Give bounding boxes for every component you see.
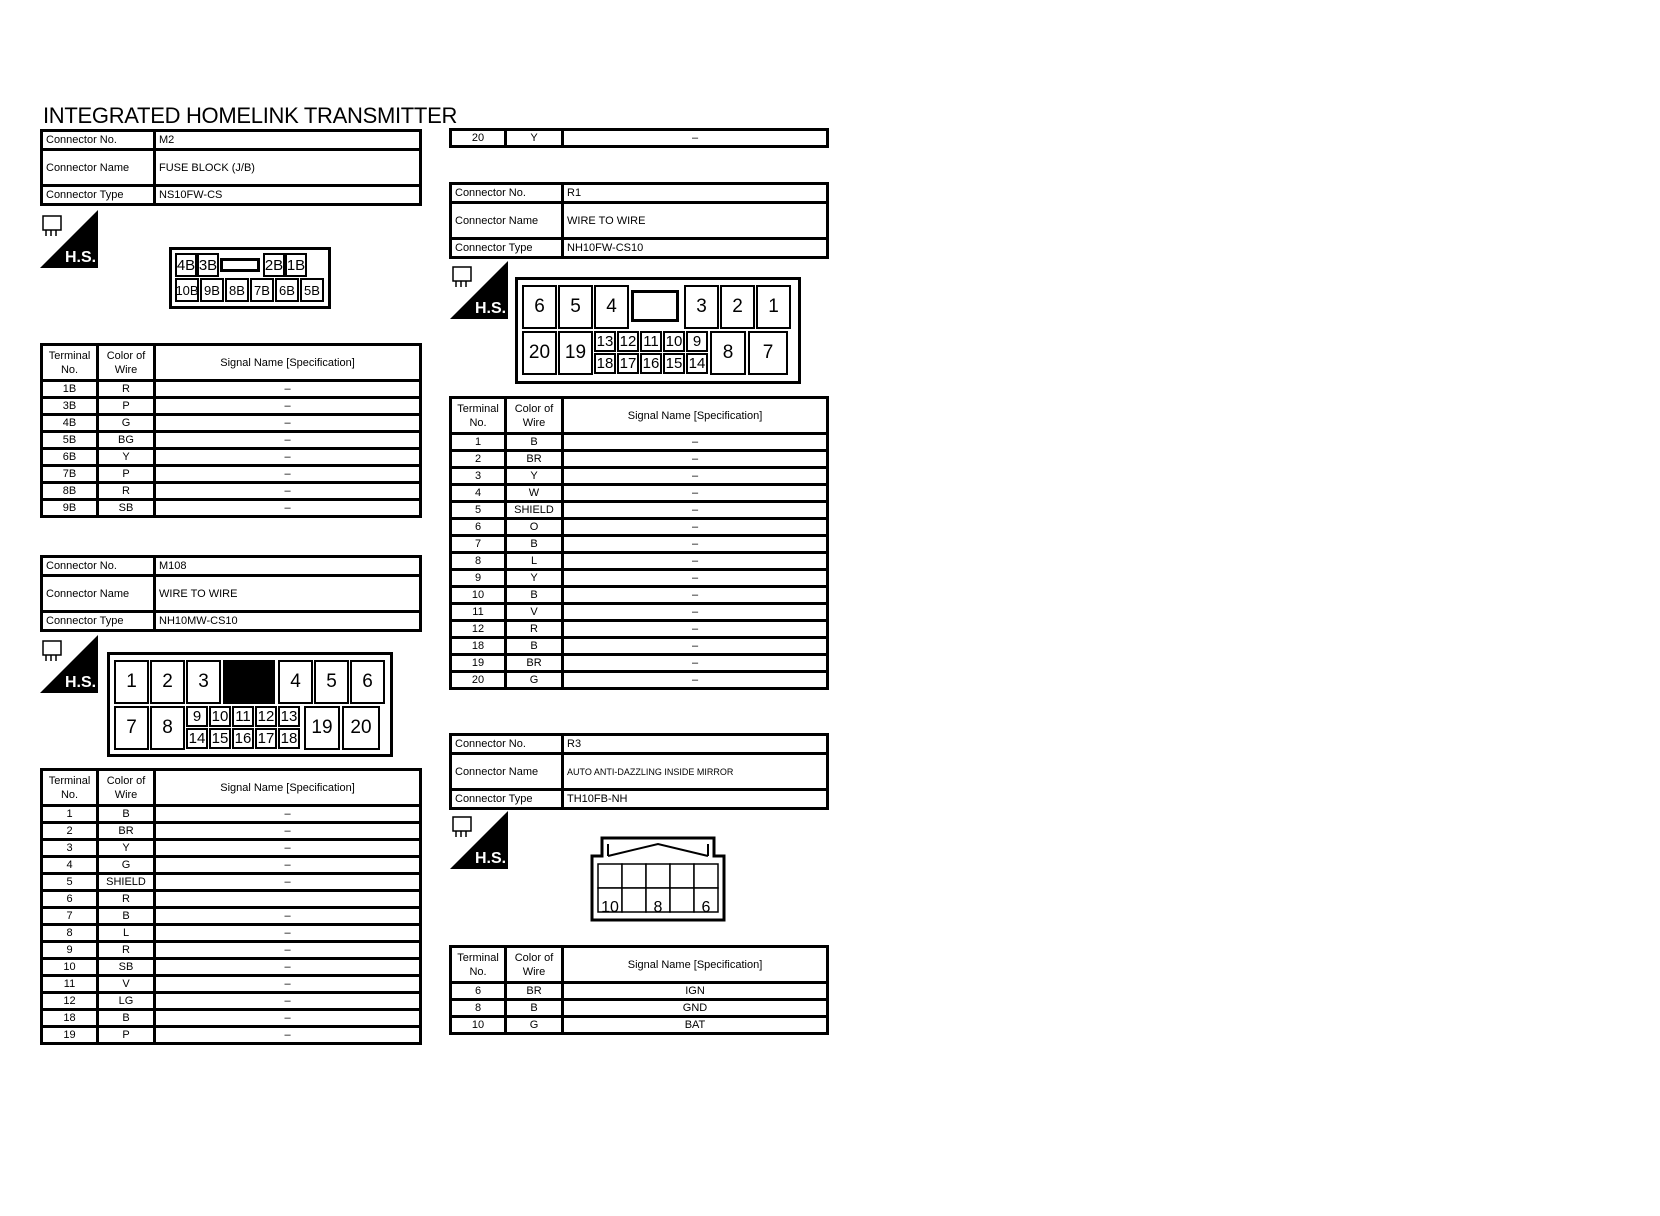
terminal-no-cell: 12 (451, 621, 506, 638)
terminal-no-cell: 5 (42, 874, 98, 891)
terminal-no-cell: 1 (42, 806, 98, 823)
wire-color-cell: SB (98, 959, 155, 976)
wire-color-cell: P (98, 1027, 155, 1044)
terminal-no-cell: 3 (451, 468, 506, 485)
m108-terminal-table (40, 768, 422, 1045)
table-row (451, 983, 828, 1000)
signal-name-cell: GND (563, 1000, 828, 1017)
signal-name-cell: – (155, 908, 421, 925)
hs-label: H.S. (65, 674, 97, 691)
table-row (451, 621, 828, 638)
table-row (451, 553, 828, 570)
connector-pin: 2B (263, 253, 285, 277)
signal-name-cell: – (155, 381, 421, 398)
m108-cont-signal: – (563, 130, 828, 147)
wire-color-cell: W (506, 485, 563, 502)
terminal-no-cell: 11 (451, 604, 506, 621)
connector-pin: 3 (684, 285, 719, 329)
header-terminal-no: Terminal No. (42, 770, 98, 806)
wire-color-cell: BR (506, 983, 563, 1000)
table-row (42, 1010, 421, 1027)
terminal-no-cell: 5B (42, 432, 98, 449)
connector-pin: 11 (232, 706, 254, 727)
wire-color-cell: BG (98, 432, 155, 449)
wire-color-cell: P (98, 398, 155, 415)
signal-name-cell: – (155, 942, 421, 959)
header-terminal-no: Terminal No. (451, 947, 506, 983)
header-signal-name: Signal Name [Specification] (563, 398, 828, 434)
table-row (451, 604, 828, 621)
terminal-no-cell: 12 (42, 993, 98, 1010)
connector-pin: 6 (522, 285, 557, 329)
table-row (451, 587, 828, 604)
terminal-no-cell: 2 (42, 823, 98, 840)
wire-color-cell: SHIELD (506, 502, 563, 519)
label-connector-no: Connector No. (451, 184, 563, 203)
r1-connector-name: WIRE TO WIRE (563, 203, 828, 239)
m108-info-table (40, 555, 422, 632)
wire-color-cell: B (98, 908, 155, 925)
signal-name-cell: – (155, 857, 421, 874)
signal-name-cell: – (563, 672, 828, 689)
wire-color-cell: Y (98, 449, 155, 466)
label-connector-name: Connector Name (451, 754, 563, 790)
connector-key (223, 660, 275, 704)
wire-color-cell: SHIELD (98, 874, 155, 891)
wire-color-cell: B (98, 1010, 155, 1027)
signal-name-cell: – (563, 655, 828, 672)
connector-pin: 8 (150, 706, 185, 750)
connector-pin: 2 (720, 285, 755, 329)
connector-pin (646, 864, 670, 888)
connector-key (220, 258, 260, 272)
signal-name-cell: – (563, 587, 828, 604)
header-color-of-wire: Color of Wire (506, 398, 563, 434)
connector-pin (694, 864, 718, 888)
wire-color-cell: V (98, 976, 155, 993)
m2-info-table (40, 129, 422, 206)
wire-color-cell: L (98, 925, 155, 942)
connector-pin: 9 (686, 331, 708, 352)
table-row (42, 449, 421, 466)
label-connector-type: Connector Type (451, 239, 563, 258)
connector-pin: 12 (617, 331, 639, 352)
m108-connector-name: WIRE TO WIRE (155, 576, 421, 612)
wire-color-cell: R (98, 942, 155, 959)
signal-name-cell: – (563, 468, 828, 485)
signal-name-cell: – (155, 959, 421, 976)
label-connector-no: Connector No. (42, 557, 155, 576)
table-row (451, 570, 828, 587)
signal-name-cell: IGN (563, 983, 828, 1000)
hs-label: H.S. (475, 300, 507, 317)
connector-pin-label: 8 (653, 899, 663, 916)
wire-color-cell: G (506, 672, 563, 689)
wire-color-cell: V (506, 604, 563, 621)
table-row (451, 451, 828, 468)
header-color-of-wire: Color of Wire (98, 770, 155, 806)
hs-icon (40, 635, 98, 693)
connector-pin (622, 864, 646, 888)
wire-color-cell: R (506, 621, 563, 638)
page-title: INTEGRATED HOMELINK TRANSMITTER (43, 103, 458, 128)
terminal-no-cell: 10 (451, 587, 506, 604)
connector-pin: 20 (522, 331, 557, 375)
connector-pin: 10 (663, 331, 685, 352)
table-row (42, 976, 421, 993)
signal-name-cell: – (563, 621, 828, 638)
terminal-no-cell: 9B (42, 500, 98, 517)
table-row (451, 1017, 828, 1034)
connector-pin: 2 (150, 660, 185, 704)
terminal-no-cell: 7B (42, 466, 98, 483)
signal-name-cell: – (155, 415, 421, 432)
connector-pin: 11 (640, 331, 662, 352)
terminal-no-cell: 8 (451, 1000, 506, 1017)
terminal-no-cell: 8 (42, 925, 98, 942)
connector-pin: 7B (250, 278, 274, 302)
signal-name-cell: – (155, 466, 421, 483)
label-connector-no: Connector No. (42, 131, 155, 150)
connector-pin: 4 (594, 285, 629, 329)
terminal-no-cell: 6 (451, 983, 506, 1000)
header-terminal-no: Terminal No. (42, 345, 98, 381)
connector-pin: 10B (175, 278, 199, 302)
table-row (42, 806, 421, 823)
signal-name-cell: – (155, 840, 421, 857)
signal-name-cell: – (563, 485, 828, 502)
m108-connector-type: NH10MW-CS10 (155, 612, 421, 631)
wire-color-cell: B (506, 1000, 563, 1017)
label-connector-name: Connector Name (451, 203, 563, 239)
terminal-no-cell: 11 (42, 976, 98, 993)
terminal-no-cell: 9 (42, 942, 98, 959)
wire-color-cell: B (506, 587, 563, 604)
terminal-no-cell: 4B (42, 415, 98, 432)
header-signal-name: Signal Name [Specification] (563, 947, 828, 983)
connector-pin: 1B (285, 253, 307, 277)
table-row (451, 519, 828, 536)
terminal-no-cell: 6 (451, 519, 506, 536)
m108-continued-table (449, 128, 829, 148)
table-row (42, 942, 421, 959)
terminal-no-cell: 18 (42, 1010, 98, 1027)
r1-connector-face (515, 277, 801, 384)
wire-color-cell: O (506, 519, 563, 536)
terminal-no-cell: 19 (451, 655, 506, 672)
connector-pin: 5 (314, 660, 349, 704)
terminal-no-cell: 4 (42, 857, 98, 874)
m108-cont-terminal: 20 (451, 130, 506, 147)
connector-pin: 7 (114, 706, 149, 750)
terminal-no-cell: 20 (451, 672, 506, 689)
terminal-no-cell: 5 (451, 502, 506, 519)
connector-pin: 3 (186, 660, 221, 704)
header-signal-name: Signal Name [Specification] (155, 345, 421, 381)
r3-connector-type: TH10FB-NH (563, 790, 828, 809)
connector-pin: 13 (278, 706, 300, 727)
connector-pin: 18 (594, 353, 616, 374)
connector-pin: 1 (114, 660, 149, 704)
m108-connector-no: M108 (155, 557, 421, 576)
table-row (42, 432, 421, 449)
terminal-no-cell: 6B (42, 449, 98, 466)
connector-pin: 8B (225, 278, 249, 302)
hs-label: H.S. (65, 249, 97, 266)
connector-pin: 20 (342, 706, 380, 750)
signal-name-cell: – (155, 1027, 421, 1044)
label-connector-type: Connector Type (42, 612, 155, 631)
connector-pin: 14 (686, 353, 708, 374)
connector-pin: 15 (209, 728, 231, 749)
r3-connector-name: AUTO ANTI-DAZZLING INSIDE MIRROR (563, 754, 828, 790)
connector-pin: 5 (558, 285, 593, 329)
signal-name-cell: – (563, 638, 828, 655)
table-row (451, 468, 828, 485)
wire-color-cell: R (98, 483, 155, 500)
table-row (451, 672, 828, 689)
connector-pin: 17 (255, 728, 277, 749)
table-row (42, 466, 421, 483)
signal-name-cell: BAT (563, 1017, 828, 1034)
m108-cont-color: Y (506, 130, 563, 147)
signal-name-cell: – (155, 823, 421, 840)
terminal-no-cell: 8B (42, 483, 98, 500)
terminal-no-cell: 9 (451, 570, 506, 587)
signal-name-cell: – (563, 553, 828, 570)
wire-color-cell: SB (98, 500, 155, 517)
terminal-no-cell: 10 (451, 1017, 506, 1034)
connector-pin: 10 (209, 706, 231, 727)
table-row (42, 1027, 421, 1044)
wire-color-cell: P (98, 466, 155, 483)
signal-name-cell: – (155, 449, 421, 466)
r3-terminal-table (449, 945, 829, 1035)
label-connector-type: Connector Type (451, 790, 563, 809)
connector-pin: 9 (186, 706, 208, 727)
wire-color-cell: R (98, 891, 155, 908)
terminal-no-cell: 1B (42, 381, 98, 398)
table-row (451, 536, 828, 553)
table-row (42, 925, 421, 942)
signal-name-cell: – (155, 874, 421, 891)
table-row (451, 485, 828, 502)
terminal-no-cell: 8 (451, 553, 506, 570)
header-color-of-wire: Color of Wire (506, 947, 563, 983)
table-row (42, 891, 421, 908)
r1-connector-type: NH10FW-CS10 (563, 239, 828, 258)
wire-color-cell: BR (98, 823, 155, 840)
connector-pin: 3B (197, 253, 219, 277)
connector-pin (598, 864, 622, 888)
r1-connector-no: R1 (563, 184, 828, 203)
wire-color-cell: BR (506, 655, 563, 672)
signal-name-cell: – (563, 434, 828, 451)
connector-pin (670, 888, 694, 912)
connector-pin: 5B (300, 278, 324, 302)
connector-pin (670, 864, 694, 888)
connector-pin: 16 (640, 353, 662, 374)
signal-name-cell: – (563, 604, 828, 621)
table-row (451, 434, 828, 451)
label-connector-name: Connector Name (42, 150, 155, 186)
connector-pin: 14 (186, 728, 208, 749)
terminal-no-cell: 7 (42, 908, 98, 925)
connector-pin (622, 888, 646, 912)
wire-color-cell: L (506, 553, 563, 570)
table-row (42, 959, 421, 976)
r1-terminal-table (449, 396, 829, 690)
connector-pin-label: 10 (601, 899, 619, 916)
connector-pin: 1 (756, 285, 791, 329)
terminal-no-cell: 3B (42, 398, 98, 415)
m2-connector-no: M2 (155, 131, 421, 150)
table-row (451, 638, 828, 655)
m2-connector-name: FUSE BLOCK (J/B) (155, 150, 421, 186)
wire-color-cell: G (506, 1017, 563, 1034)
connector-key (631, 290, 679, 322)
terminal-no-cell: 4 (451, 485, 506, 502)
signal-name-cell: – (563, 570, 828, 587)
hs-icon (40, 210, 98, 268)
signal-name-cell: – (563, 502, 828, 519)
wire-color-cell: B (506, 434, 563, 451)
m2-connector-face (169, 247, 331, 309)
signal-name-cell: – (563, 451, 828, 468)
connector-pin: 15 (663, 353, 685, 374)
header-color-of-wire: Color of Wire (98, 345, 155, 381)
signal-name-cell: – (155, 1010, 421, 1027)
signal-name-cell: – (563, 519, 828, 536)
signal-name-cell: – (155, 500, 421, 517)
connector-pin-label: 6 (701, 899, 711, 916)
connector-pin: 7 (748, 331, 788, 375)
table-row (451, 1000, 828, 1017)
wire-color-cell: B (506, 536, 563, 553)
table-row (42, 874, 421, 891)
terminal-no-cell: 19 (42, 1027, 98, 1044)
hs-icon (450, 811, 508, 869)
table-row (451, 502, 828, 519)
wire-color-cell: R (98, 381, 155, 398)
connector-pin: 17 (617, 353, 639, 374)
connector-pin: 4B (175, 253, 197, 277)
hs-icon (450, 261, 508, 319)
connector-pin: 16 (232, 728, 254, 749)
terminal-no-cell: 6 (42, 891, 98, 908)
connector-pin: 13 (594, 331, 616, 352)
connector-pin: 18 (278, 728, 300, 749)
m2-connector-type: NS10FW-CS (155, 186, 421, 205)
signal-name-cell: – (155, 483, 421, 500)
m2-terminal-table (40, 343, 422, 518)
wire-color-cell: Y (506, 570, 563, 587)
signal-name-cell: – (155, 398, 421, 415)
r1-info-table (449, 182, 829, 259)
connector-pin: 4 (278, 660, 313, 704)
wire-color-cell: Y (98, 840, 155, 857)
wire-color-cell: LG (98, 993, 155, 1010)
connector-pin: 8 (710, 331, 746, 375)
m108-connector-face (107, 652, 393, 757)
table-row (42, 993, 421, 1010)
signal-name-cell: – (155, 993, 421, 1010)
wire-color-cell: Y (506, 468, 563, 485)
header-terminal-no: Terminal No. (451, 398, 506, 434)
connector-pin: 12 (255, 706, 277, 727)
signal-name-cell: – (563, 536, 828, 553)
terminal-no-cell: 3 (42, 840, 98, 857)
terminal-no-cell: 10 (42, 959, 98, 976)
terminal-no-cell: 1 (451, 434, 506, 451)
terminal-no-cell: 2 (451, 451, 506, 468)
signal-name-cell: – (155, 925, 421, 942)
header-signal-name: Signal Name [Specification] (155, 770, 421, 806)
table-row (451, 655, 828, 672)
connector-pin: 19 (304, 706, 340, 750)
connector-pin: 19 (558, 331, 593, 375)
table-row (42, 500, 421, 517)
table-row (42, 857, 421, 874)
signal-name-cell: – (155, 806, 421, 823)
wire-color-cell: B (506, 638, 563, 655)
label-connector-type: Connector Type (42, 186, 155, 205)
connector-pin: 6 (350, 660, 385, 704)
table-row (42, 483, 421, 500)
r3-info-table (449, 733, 829, 810)
label-connector-no: Connector No. (451, 735, 563, 754)
table-row (42, 823, 421, 840)
terminal-no-cell: 18 (451, 638, 506, 655)
table-row (42, 398, 421, 415)
wire-color-cell: G (98, 415, 155, 432)
table-row (42, 908, 421, 925)
table-row (42, 415, 421, 432)
terminal-no-cell: 7 (451, 536, 506, 553)
r3-connector-no: R3 (563, 735, 828, 754)
wire-color-cell: B (98, 806, 155, 823)
connector-pin: 9B (200, 278, 224, 302)
signal-name-cell: – (155, 976, 421, 993)
r3-connector-face (588, 836, 728, 922)
wire-color-cell: G (98, 857, 155, 874)
table-row (42, 381, 421, 398)
signal-name-cell: – (155, 432, 421, 449)
connector-pin: 6B (275, 278, 299, 302)
hs-label: H.S. (475, 850, 507, 867)
signal-name-cell (155, 891, 421, 908)
table-row (42, 840, 421, 857)
label-connector-name: Connector Name (42, 576, 155, 612)
wire-color-cell: BR (506, 451, 563, 468)
